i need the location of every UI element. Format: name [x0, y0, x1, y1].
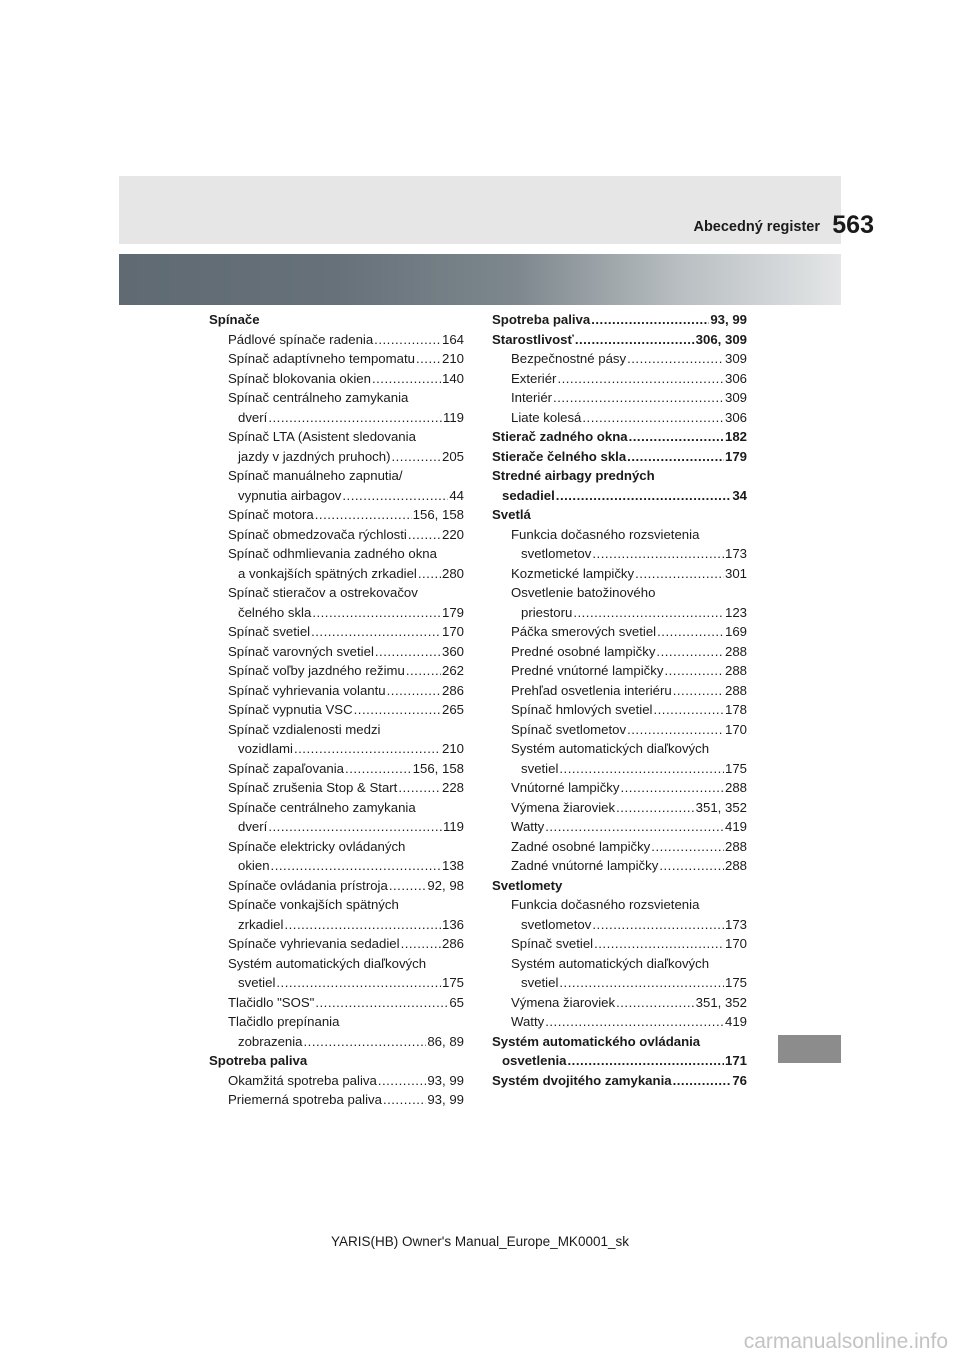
index-entry [209, 310, 464, 330]
page-reference: 179 [724, 448, 747, 464]
index-subentry [492, 349, 747, 369]
dot-leader [315, 505, 412, 525]
index-entry [492, 1032, 747, 1052]
page-reference: 86, 89 [427, 1033, 464, 1049]
entry-text: sedadiel [502, 487, 555, 503]
entry-text: Starostlivosť [492, 331, 574, 347]
page-reference: 136 [441, 916, 464, 932]
entry-text: Spotreba paliva [209, 1053, 308, 1068]
page-reference: 138 [441, 858, 464, 873]
index-entry [492, 310, 747, 330]
page-reference: 309 [724, 390, 747, 405]
dot-leader [268, 817, 442, 837]
entry-text: Stierač zadného okna [492, 429, 628, 444]
index-subentry [492, 993, 747, 1013]
dot-leader [271, 856, 441, 876]
index-subentry [209, 954, 464, 974]
page-reference: 262 [441, 663, 464, 678]
dot-leader [568, 1051, 724, 1071]
dot-leader [406, 661, 441, 681]
page-reference: 170 [441, 624, 464, 639]
page-reference: 170 [724, 936, 747, 951]
entry-text: Bezpečnostné pásy [511, 351, 627, 366]
index-subentry [209, 369, 464, 389]
dot-leader [374, 330, 441, 350]
dot-leader [594, 934, 724, 954]
index-subentry [492, 915, 747, 935]
page-reference: 92, 98 [427, 877, 464, 893]
index-subentry [209, 544, 464, 564]
dot-leader [664, 661, 724, 681]
index-subentry [492, 973, 747, 993]
dot-leader [559, 759, 724, 779]
page-reference: 288 [724, 780, 747, 795]
dot-leader [651, 837, 724, 857]
index-subentry [209, 817, 464, 837]
section-title: Abecedný register [693, 219, 820, 235]
dot-leader [383, 1090, 426, 1110]
index-subentry [492, 369, 747, 389]
index-subentry [209, 895, 464, 915]
index-subentry [492, 583, 747, 603]
entry-text: Zadné vnútorné lampičky [511, 858, 659, 873]
index-entry [492, 427, 747, 447]
index-subentry [209, 720, 464, 740]
index-subentry [492, 681, 747, 701]
index-subentry [492, 817, 747, 837]
dot-leader [311, 622, 441, 642]
entry-text: Spínač stieračov a ostrekovačov [228, 585, 418, 600]
page-reference: 301 [724, 565, 747, 581]
entry-text: Liate kolesá [511, 409, 582, 425]
dot-leader [545, 1012, 724, 1032]
dot-leader [582, 408, 724, 428]
dot-leader [627, 447, 724, 467]
entry-text: svetlometov [521, 916, 592, 932]
dot-leader [656, 642, 724, 662]
entry-text: Spínač motora [228, 507, 314, 522]
entry-text: Prehľad osvetlenia interiéru [511, 682, 672, 698]
entry-text: osvetlenia [502, 1053, 567, 1068]
dot-leader [629, 427, 724, 447]
dot-leader [627, 720, 724, 740]
dot-leader [315, 993, 448, 1013]
entry-text: Spínač LTA (Asistent sledovania [228, 429, 416, 444]
dot-leader [616, 798, 695, 818]
dot-leader [387, 681, 441, 701]
dot-leader [268, 408, 442, 428]
page-reference: 182 [724, 429, 747, 444]
entry-text: Spínač varovných svetiel [228, 643, 374, 659]
entry-text: Spínač centrálneho zamykania [228, 390, 409, 405]
page-reference: 164 [441, 331, 464, 347]
index-subentry [492, 934, 747, 954]
dot-leader [557, 369, 724, 389]
page-reference: 93, 99 [710, 312, 747, 327]
entry-text: Funkcia dočasného rozsvietenia [511, 897, 700, 912]
page-reference: 140 [441, 370, 464, 386]
dot-leader [342, 486, 448, 506]
index-subentry [209, 759, 464, 779]
entry-text: Spínače ovládania prístroja [228, 877, 388, 893]
page-reference: 173 [724, 916, 747, 932]
dot-leader [673, 1071, 732, 1091]
index-subentry [492, 661, 747, 681]
dot-leader [635, 564, 724, 584]
page-reference: 156, 158 [412, 760, 464, 776]
entry-text: a vonkajších spätných zrkadiel [238, 565, 417, 581]
index-subentry [209, 349, 464, 369]
index-subentry [209, 1071, 464, 1091]
dot-leader [284, 915, 441, 935]
dot-leader [276, 973, 441, 993]
dot-leader [545, 817, 724, 837]
entry-text: Spínač vyhrievania volantu [228, 682, 386, 698]
entry-text: Stierače čelného skla [492, 448, 627, 464]
index-subentry [209, 1012, 464, 1032]
entry-text: Pádlové spínače radenia [228, 331, 374, 347]
index-subentry [209, 993, 464, 1013]
index-subentry [492, 622, 747, 642]
page-reference: 123 [724, 604, 747, 620]
entry-text: Systém automatických diaľkových [511, 741, 710, 756]
entry-text: čelného skla [238, 604, 312, 620]
dot-leader [408, 525, 441, 545]
page-reference: 119 [442, 819, 464, 834]
footer-text: YARIS(HB) Owner's Manual_Europe_MK0001_sk [331, 1234, 629, 1249]
entry-text: Tlačidlo prepínania [228, 1014, 340, 1029]
page-reference: 93, 99 [427, 1092, 464, 1107]
entry-text: dverí [238, 409, 268, 425]
index-subentry [492, 388, 747, 408]
entry-text: zobrazenia [238, 1033, 303, 1049]
index-entry [492, 876, 747, 896]
page-reference: 220 [441, 526, 464, 542]
page-reference: 173 [724, 546, 747, 561]
page-reference: 351, 352 [695, 799, 747, 815]
entry-text: Systém dvojitého zamykania [492, 1072, 672, 1088]
entry-text: Spínač zapaľovania [228, 760, 345, 776]
entry-text: Spotreba paliva [492, 312, 591, 327]
page-reference: 119 [442, 409, 464, 425]
index-subentry [492, 837, 747, 857]
entry-text: Spínače [209, 312, 260, 327]
page-reference: 309 [724, 351, 747, 366]
entry-text: Spínač vypnutia VSC [228, 702, 353, 717]
index-entry [492, 486, 747, 506]
dot-leader [627, 349, 724, 369]
index-entry [492, 466, 747, 486]
page-reference: 288 [724, 858, 747, 873]
page-reference: 170 [724, 721, 747, 737]
page-reference: 156, 158 [412, 507, 464, 522]
index-subentry [492, 544, 747, 564]
dot-leader [375, 642, 441, 662]
entry-text: Predné osobné lampičky [511, 643, 656, 659]
page-reference: 288 [724, 643, 747, 659]
entry-text: svetlometov [521, 546, 592, 561]
page-reference: 265 [441, 702, 464, 717]
entry-text: Spínač obmedzovača rýchlosti [228, 526, 407, 542]
page-reference: 205 [441, 448, 464, 464]
index-column-right [492, 310, 747, 1090]
index-entry [492, 1071, 747, 1091]
entry-text: Okamžitá spotreba paliva [228, 1072, 377, 1088]
index-subentry [209, 1032, 464, 1052]
entry-text: jazdy v jazdných pruhoch) [238, 448, 391, 464]
dot-leader [304, 1032, 427, 1052]
page-reference: 286 [441, 936, 464, 951]
entry-text: dverí [238, 819, 268, 834]
index-subentry [492, 1012, 747, 1032]
index-subentry [209, 408, 464, 428]
dot-leader [389, 876, 427, 896]
dot-leader [653, 700, 724, 720]
dot-leader [294, 739, 441, 759]
index-subentry [209, 466, 464, 486]
entry-text: Predné vnútorné lampičky [511, 663, 664, 678]
index-entry [492, 505, 747, 525]
entry-text: Spínač blokovania okien [228, 370, 371, 386]
page-reference: 93, 99 [427, 1072, 464, 1088]
page-reference: 179 [441, 604, 464, 620]
entry-text: Spínač svetlometov [511, 721, 627, 737]
entry-text: Kozmetické lampičky [511, 565, 635, 581]
page-reference: 210 [441, 741, 464, 756]
page-reference: 306 [724, 409, 747, 425]
page-reference: 178 [724, 702, 747, 717]
dot-leader [378, 1071, 427, 1091]
header-gradient-bar [119, 254, 841, 305]
dot-leader [312, 603, 441, 623]
entry-text: Zadné osobné lampičky [511, 838, 651, 854]
entry-text: Osvetlenie batožinového [511, 585, 656, 600]
index-subentry [209, 778, 464, 798]
index-subentry [209, 603, 464, 623]
entry-text: Páčka smerových svetiel [511, 624, 657, 639]
page-reference: 228 [441, 780, 464, 795]
dot-leader [575, 330, 695, 350]
index-subentry [209, 856, 464, 876]
index-subentry [209, 915, 464, 935]
dot-leader [559, 973, 724, 993]
index-subentry [492, 720, 747, 740]
index-subentry [492, 525, 747, 545]
entry-text: Spínač adaptívneho tempomatu [228, 351, 415, 366]
entry-text: Vnútorné lampičky [511, 780, 620, 795]
index-subentry [492, 642, 747, 662]
entry-text: Spínač manuálneho zapnutia/ [228, 468, 403, 483]
page-number: 563 [832, 211, 874, 239]
index-subentry [209, 388, 464, 408]
index-subentry [209, 876, 464, 896]
entry-text: svetiel [238, 975, 276, 990]
index-subentry [209, 447, 464, 467]
index-subentry [209, 837, 464, 857]
page-reference: 286 [441, 682, 464, 698]
entry-text: Výmena žiaroviek [511, 799, 616, 815]
entry-text: Spínač zrušenia Stop & Start [228, 780, 398, 795]
entry-text: okien [238, 858, 270, 873]
entry-text: Spínač svetiel [228, 624, 311, 639]
index-subentry [209, 1090, 464, 1110]
page-reference: 419 [724, 819, 747, 834]
dot-leader [591, 310, 709, 330]
index-subentry [209, 681, 464, 701]
entry-text: svetiel [521, 760, 559, 776]
dot-leader [616, 993, 695, 1013]
entry-text: Watty [511, 819, 545, 834]
index-subentry [492, 759, 747, 779]
page-reference: 288 [724, 838, 747, 854]
entry-text: Systém automatických diaľkových [511, 955, 710, 971]
dot-leader [372, 369, 441, 389]
index-subentry [209, 798, 464, 818]
dot-leader [573, 603, 724, 623]
index-subentry [209, 564, 464, 584]
page-reference: 210 [441, 351, 464, 366]
index-subentry [492, 895, 747, 915]
entry-text: Spínače vyhrievania sedadiel [228, 936, 400, 951]
index-subentry [209, 661, 464, 681]
index-subentry [492, 954, 747, 974]
index-subentry [209, 427, 464, 447]
entry-text: Výmena žiaroviek [511, 994, 616, 1010]
entry-text: Svetlomety [492, 877, 563, 893]
page-reference: 280 [441, 565, 464, 581]
dot-leader [673, 681, 724, 701]
dot-leader [556, 486, 732, 506]
entry-text: Spínače vonkajších spätných [228, 897, 399, 912]
dot-leader [418, 564, 441, 584]
entry-text: Spínače elektricky ovládaných [228, 838, 406, 854]
page-reference: 419 [724, 1014, 747, 1029]
entry-text: Spínače centrálneho zamykania [228, 799, 416, 815]
index-subentry [209, 973, 464, 993]
entry-text: vozidlami [238, 741, 293, 756]
index-entry [492, 1051, 747, 1071]
page-reference: 306, 309 [695, 331, 747, 347]
index-subentry [209, 642, 464, 662]
index-subentry [209, 330, 464, 350]
dot-leader [592, 915, 724, 935]
index-subentry [209, 525, 464, 545]
entry-text: Systém automatického ovládania [492, 1033, 701, 1049]
page-reference: 76 [732, 1072, 747, 1088]
dot-leader [657, 622, 724, 642]
index-subentry [209, 739, 464, 759]
chapter-side-tab [778, 1035, 841, 1063]
index-subentry [492, 564, 747, 584]
entry-text: Funkcia dočasného rozsvietenia [511, 526, 700, 542]
page-reference: 288 [724, 682, 747, 698]
entry-text: Priemerná spotreba paliva [228, 1092, 382, 1107]
entry-text: Spínač voľby jazdného režimu [228, 663, 405, 678]
index-subentry [209, 583, 464, 603]
entry-text: Interiér [511, 390, 553, 405]
watermark: carmanualsonline.info [743, 1330, 948, 1353]
index-subentry [492, 856, 747, 876]
index-subentry [492, 700, 747, 720]
index-subentry [209, 622, 464, 642]
page-reference: 306 [724, 370, 747, 386]
dot-leader [416, 349, 441, 369]
dot-leader [391, 447, 441, 467]
index-subentry [492, 603, 747, 623]
entry-text: Spínač odhmlievania zadného okna [228, 546, 437, 561]
index-subentry [209, 700, 464, 720]
page-reference: 175 [724, 975, 747, 990]
page-reference: 288 [724, 663, 747, 678]
page-reference: 171 [724, 1053, 747, 1068]
entry-text: zrkadiel [238, 916, 284, 932]
dot-leader [398, 778, 441, 798]
dot-leader [659, 856, 724, 876]
entry-text: Spínač vzdialenosti medzi [228, 721, 381, 737]
entry-text: Spínač hmlových svetiel [511, 702, 653, 717]
index-entry [492, 447, 747, 467]
dot-leader [401, 934, 441, 954]
index-entry [492, 330, 747, 350]
entry-text: Svetlá [492, 507, 531, 522]
entry-text: priestoru [521, 604, 573, 620]
dot-leader [592, 544, 724, 564]
entry-text: vypnutia airbagov [238, 487, 342, 503]
entry-text: Stredné airbagy predných [492, 468, 655, 483]
index-entry [209, 1051, 464, 1071]
dot-leader [345, 759, 412, 779]
entry-text: Watty [511, 1014, 545, 1029]
index-subentry [209, 486, 464, 506]
page-reference: 175 [724, 760, 747, 776]
dot-leader [354, 700, 441, 720]
entry-text: Spínač svetiel [511, 936, 594, 951]
entry-text: Exteriér [511, 370, 557, 386]
index-subentry [492, 798, 747, 818]
page-reference: 169 [724, 624, 747, 639]
index-subentry [209, 934, 464, 954]
index-subentry [492, 739, 747, 759]
dot-leader [553, 388, 724, 408]
page-reference: 175 [441, 975, 464, 990]
page-reference: 65 [449, 994, 464, 1010]
page-reference: 34 [732, 487, 747, 503]
entry-text: svetiel [521, 975, 559, 990]
page-reference: 351, 352 [695, 994, 747, 1010]
index-subentry [492, 408, 747, 428]
index-subentry [209, 505, 464, 525]
entry-text: Tlačidlo "SOS" [228, 994, 315, 1010]
page-reference: 360 [441, 643, 464, 659]
index-subentry [492, 778, 747, 798]
page-reference: 44 [449, 487, 464, 503]
entry-text: Systém automatických diaľkových [228, 955, 427, 971]
index-column-left [209, 310, 464, 1110]
dot-leader [620, 778, 724, 798]
